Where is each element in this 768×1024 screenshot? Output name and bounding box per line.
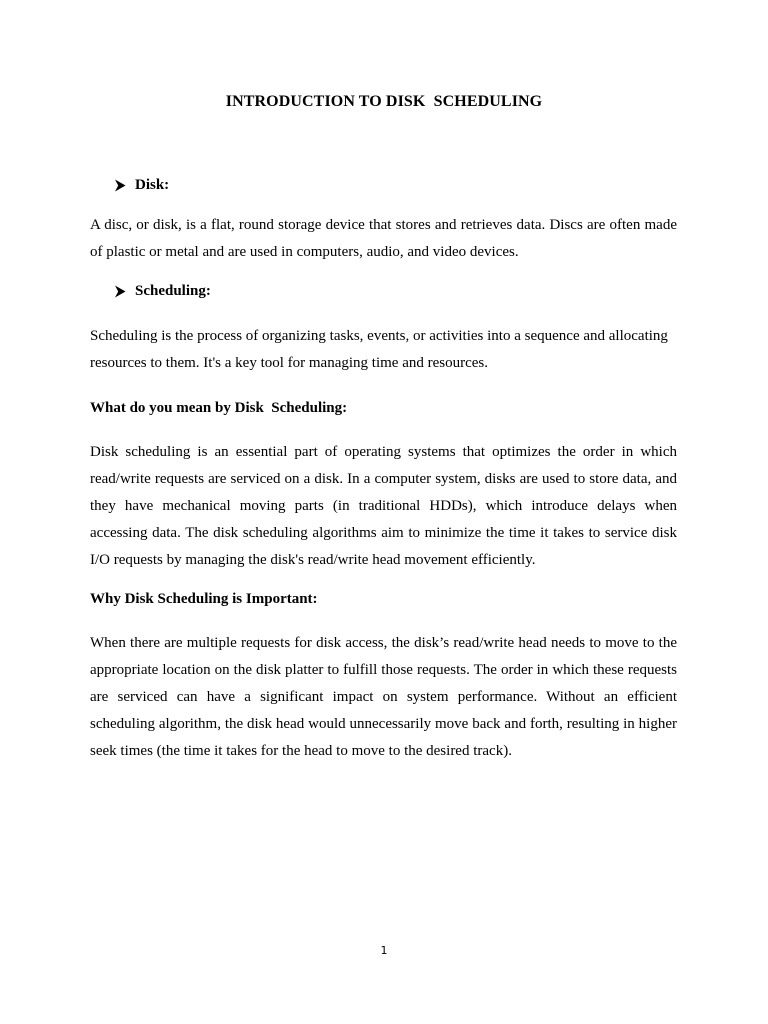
section-heading-label: Disk: [135, 177, 170, 193]
arrowhead-bullet-icon [114, 179, 126, 192]
page-title: INTRODUCTION TO DISK SCHEDULING [225, 93, 543, 110]
section-heading-meaning: What do you mean by Disk Scheduling: [90, 400, 348, 416]
page-number: 1 [380, 944, 388, 957]
section-heading-importance: Why Disk Scheduling is Important: [90, 591, 318, 607]
section-heading-scheduling [114, 283, 211, 300]
section-heading-label: Scheduling: [135, 283, 211, 299]
scheduling-paragraph: Scheduling is the process of organizing tasks, events, or activities into a sequence and allocating resources to them. It's a key tool for managing time and resources. [90, 328, 668, 371]
meaning-paragraph: Disk scheduling is an essential part of operating systems that optimizes the order in which read/write requests are serviced on a disk. In a computer system, disks are used to store data, and they have mechanical moving parts (in traditional HDDs), which introduce delays when accessing data. The disk scheduling algorithms aim to minimize the time it takes to service disk I/O requests by managing the disk's read/write head movement efficiently. [90, 444, 677, 568]
arrowhead-bullet-icon [114, 285, 126, 298]
section-heading-disk [114, 177, 169, 194]
disk-paragraph: A disc, or disk, is a flat, round storage device that stores and retrieves data. Discs are often made of plastic or metal and are used in computers, audio, and video devices. [90, 217, 677, 260]
importance-paragraph: When there are multiple requests for disk access, the disk’s read/write head needs to move to the appropriate location on the disk platter to fulfill those requests. The order in which these requests are serviced can have a significant impact on system performance. Without an efficient scheduling algorithm, the disk head would unnecessarily move back and forth, resulting in higher seek times (the time it takes for the head to move to the desired track). [90, 635, 677, 759]
